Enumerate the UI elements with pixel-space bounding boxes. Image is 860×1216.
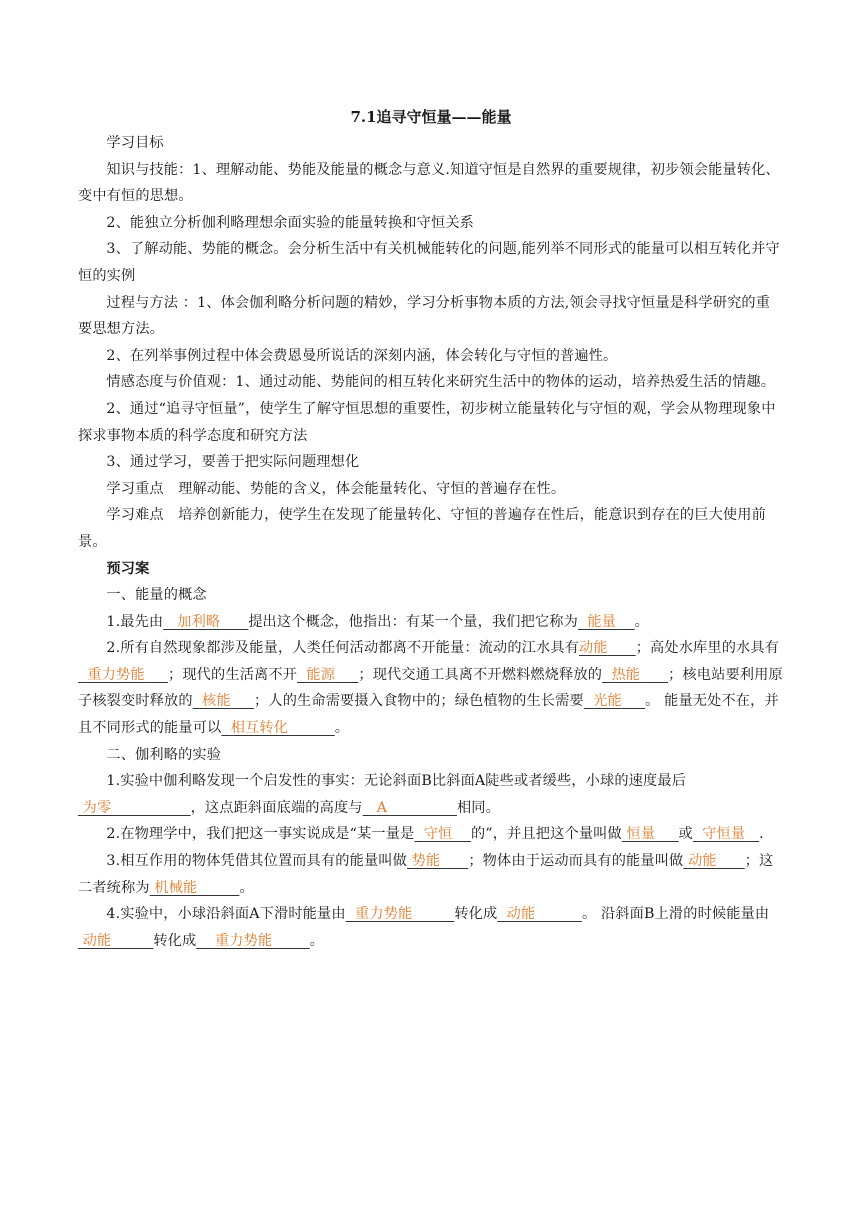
answer-blank: 动能: [506, 906, 536, 923]
process-2: 2、在列举事例过程中体会费恩曼所说话的深刻内涵，体会转化与守恒的普遍性。: [106, 347, 618, 364]
emotion-2: 2、通过“追寻守恒量”，使学生了解守恒思想的重要性，初步树立能量转化与守恒的观，学会从物理现象中探求事物本质的科学态度和研究方法: [78, 400, 776, 444]
answer-blank: 能源: [306, 666, 336, 683]
s2-question-1: 1.实验中伽利略发现一个启发性的事实：无论斜面B比斜面A陡些或者缓些，小球的速度最后 为零 ，这点距斜面底端的高度与 A 相同。: [82, 773, 687, 816]
answer-blank: 恒量: [626, 826, 656, 843]
answer-blank: 核能: [202, 693, 231, 710]
answer-blank: 重力势能: [355, 906, 413, 923]
learning-goals-heading: 学习目标: [106, 135, 164, 151]
s2-question-2: 2.在物理学中，我们把这一事实说成是“某一量是 守恒 的”，并且把这个量叫做 恒量 或 守恒量 .: [106, 826, 764, 843]
goal-3: 3、了解动能、势能的概念。会分析生活中有关机械能转化的问题,能列举不同形式的能量可以相互转化并守恒的实例: [78, 241, 780, 284]
answer-blank: 相互转化: [230, 720, 289, 737]
answer-blank: A: [376, 799, 388, 816]
section2-heading: 二、伽利略的实验: [106, 746, 222, 763]
answer-blank: 加利略: [177, 613, 221, 630]
knowledge-skills: 知识与技能：1、理解动能、势能及能量的概念与意义.知道守恒是自然界的重要规律，初步领会能量转化、变中有恒的思想。: [78, 161, 780, 205]
answer-blank: 动能: [579, 640, 608, 657]
preview-heading: 预习案: [106, 560, 150, 577]
document-title: 7.1追寻守恒量——能量: [350, 108, 512, 126]
s2-question-3: 3.相互作用的物体凭借其位置而具有的能量叫做 势能 ；物体由于运动而具有的能量叫做 动能 ；这二者统称为 机械能 。: [78, 853, 774, 896]
s1-question-1: 1.最先由 加利略 提出这个概念，他指出：有某一个量，我们把它称为 能量 。: [106, 613, 649, 630]
difficult-point: 学习难点 培养创新能力，使学生在发现了能量转化、守恒的普遍存在性后，能意识到存在的巨大使用前景。: [78, 507, 766, 550]
answer-blank: 重力势能: [214, 932, 273, 949]
s1-question-2: 2.所有自然现象都涉及能量，人类任何活动都离不开能量：流动的江水具有动能 ；高处水库里的水具有 重力势能 ；现代的生活离不开 能源 ；现代交通工具离不开燃料燃烧释放的 热能 ；核电站要利用原子核裂变时释放的 核能 ；人的生命需要摄入食物中的；绿色植物的生长需要 光能 。 能量无处不在，并且不同形式的能量可以 相互转化 。: [78, 640, 783, 737]
emotion-values: 情感态度与价值观：1、通过动能、势能间的相互转化来研究生活中的物体的运动，培养热爱生活的情趣。: [106, 374, 776, 391]
answer-blank: 能量: [587, 613, 616, 630]
goal-2: 2、能独立分析伽利略理想余面实验的能量转换和守恒关系: [106, 214, 475, 231]
key-point: 学习重点 理解动能、势能的含义，体会能量转化、守恒的普遍存在性。: [106, 480, 566, 497]
answer-blank: 为零: [82, 799, 112, 816]
answer-blank: 动能: [82, 932, 112, 949]
answer-blank: 势能: [411, 853, 441, 870]
emotion-3: 3、通过学习，要善于把实际问题理想化: [106, 454, 360, 471]
answer-blank: 热能: [611, 666, 641, 683]
answer-blank: 动能: [688, 853, 717, 870]
answer-blank: 守恒: [423, 826, 453, 843]
answer-blank: 机械能: [154, 879, 198, 896]
answer-blank: 守恒量: [702, 826, 746, 843]
document-page: [78, 104, 784, 954]
section1-heading: 一、能量的概念: [106, 587, 207, 604]
answer-blank: 光能: [593, 693, 622, 710]
answer-blank: 重力势能: [87, 666, 145, 683]
process-method: 过程与方法 ：1、体会伽利略分析问题的精妙，学习分析事物本质的方法,领会寻找守恒量是科学研究的重要思想方法。: [78, 294, 771, 338]
s2-question-4: 4.实验中，小球沿斜面A下滑时能量由 重力势能 转化成 动能 。 沿斜面B上滑的时候能量由 动能 转化成 重力势能 。: [82, 906, 770, 949]
